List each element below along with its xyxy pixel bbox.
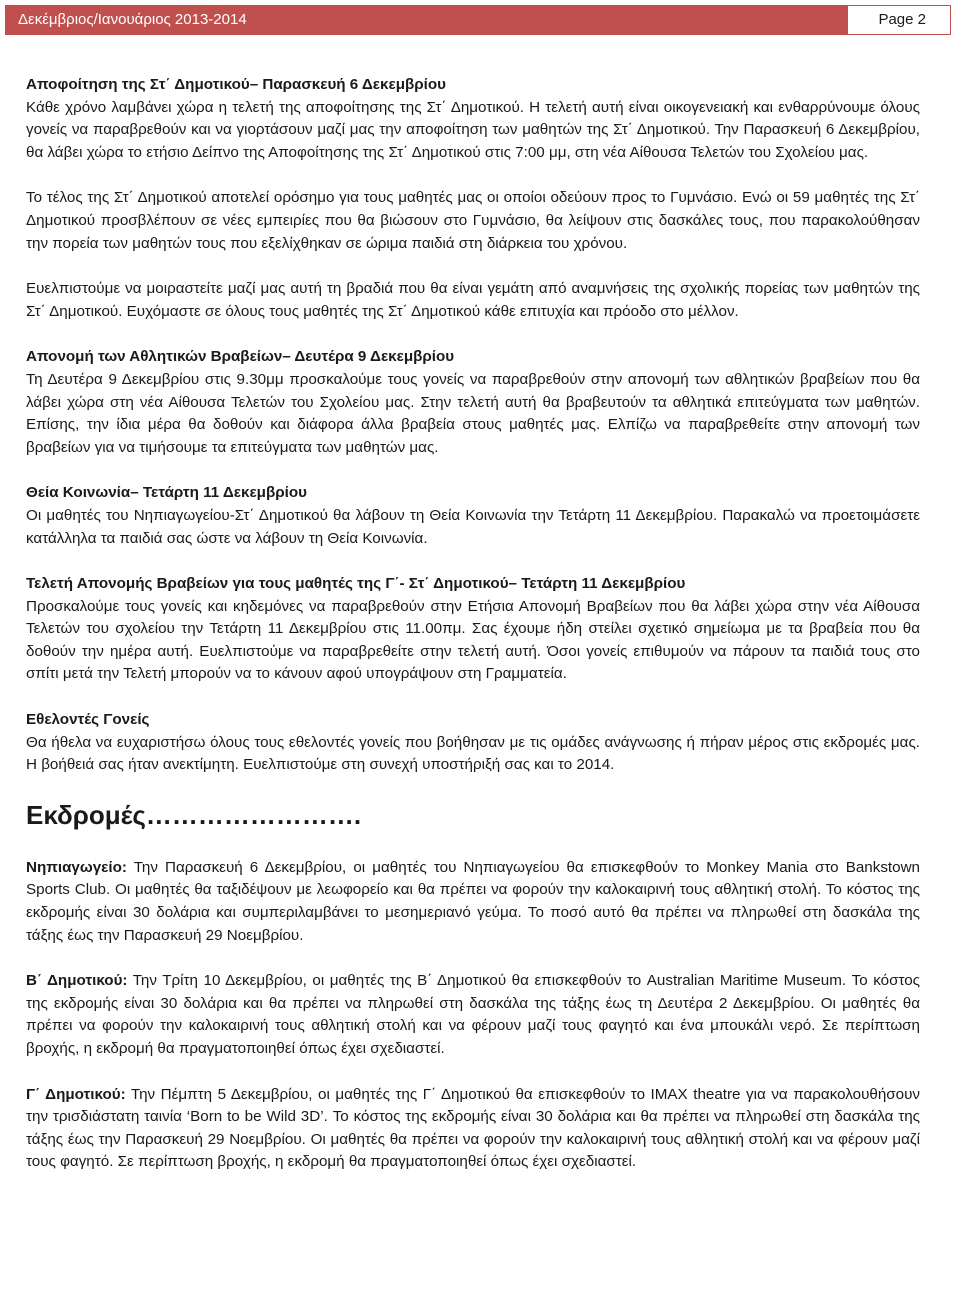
excursion-text: Την Πέμπτη 5 Δεκεμβρίου, οι μαθητές της Γ΄ Δημοτικού θα επισκεφθούν το IMAX theatre για να παρακολουθήσουν την τρισδιάστατη ταινία ‘Born to be Wild 3D’. Το κόστος της εκδρομής είναι 30 δολάρια και θα πρέπει να πληρωθεί στη δασκάλα της τάξης έως την Παρασκευή 29 Νοεμβρίου. Οι μαθητές θα πρέπει να φορούν την καλοκαιρινή τους αθλητική στολή και να φέρουν μαζί τους φαγητό. Σε περίπτωση βροχής, η εκδρομή θα πραγματοποιηθεί όπως έχει σχεδιαστεί.: [26, 1085, 920, 1171]
spacer: [26, 323, 920, 346]
page-header: [5, 5, 951, 35]
awards-ceremony-heading: Τελετή Απονομής Βραβείων για τους μαθητές της Γ΄- Στ΄ Δημοτικού– Τετάρτη 11 Δεκεμβρίου: [26, 575, 686, 593]
volunteers-heading: Εθελοντές Γονείς: [26, 711, 150, 729]
excursion-label: Β΄ Δημοτικού:: [26, 972, 128, 990]
excursion-label: Νηπιαγωγείο:: [26, 858, 127, 876]
spacer: [26, 830, 920, 857]
page-number: Page 2: [847, 5, 951, 35]
header-title: Δεκέμβριος/Ιανουάριος 2013-2014: [5, 5, 847, 35]
excursion-label: Γ΄ Δημοτικού:: [26, 1085, 126, 1103]
newsletter-body: [26, 74, 920, 1174]
excursion-text: Την Τρίτη 10 Δεκεμβρίου, οι μαθητές της Β΄ Δημοτικού θα επισκεφθούν το Australian Maritime Museum. Το κόστος της εκδρομής είναι 30 δολάρια και θα πρέπει να πληρωθεί στη δασκάλα της τάξης έως τη Δευτέρα 2 Δεκεμβρίου. Οι μαθητές θα πρέπει να φορούν την καλοκαιρινή τους αθλητική στολή και να φέρουν μαζί τους φαγητό και ένα μπουκάλι νερό. Σε περίπτωση βροχής, η εκδρομή θα πραγματοποιηθεί όπως έχει σχεδιαστεί.: [26, 972, 920, 1057]
spacer: [26, 550, 920, 573]
spacer: [26, 255, 920, 278]
volunteers-paragraph: Θα ήθελα να ευχαριστήσω όλους τους εθελοντές γονείς που βοήθησαν με τις ομάδες ανάγνωσης ή πήραν μέρος στις εκδρομές μας. Η βοήθειά σας ήταν ανεκτίμητη. Ευελπιστούμε στη συνεχή υποστήριξή σας και το 2014.: [26, 733, 920, 774]
spacer: [26, 1061, 920, 1084]
excursion-kindergarten: [26, 857, 920, 947]
spacer: [26, 686, 920, 709]
spacer: [26, 459, 920, 482]
communion-paragraph: Οι μαθητές του Νηπιαγωγείου-Στ΄ Δημοτικού θα λάβουν τη Θεία Κοινωνία την Τετάρτη 11 Δεκεμβρίου. Παρακαλώ να προετοιμάσετε κατάλληλα τα παιδιά σας ώστε να λάβουν τη Θεία Κοινωνία.: [26, 506, 920, 547]
excursion-year-3: [26, 1084, 920, 1174]
sports-awards-heading: Απονομή των Αθλητικών Βραβείων– Δευτέρα 9 Δεκεμβρίου: [26, 348, 455, 366]
awards-ceremony-paragraph: Προσκαλούμε τους γονείς και κηδεμόνες να παραβρεθούν στην Ετήσια Απονομή Βραβείων που θα λάβει χώρα στην νέα Αίθουσα Τελετών του σχολείου την Τετάρτη 11 Δεκεμβρίου στις 11.00πμ. Σας έχουμε ήδη στείλει σχετικό σημείωμα με τα βραβεία που θα δοθούν την ημέρα αυτή. Ευελπιστούμε να παραβρεθείτε στην τελετή αυτή. Όσοι γονείς επιθυμούν να πάρουν τα παιδιά τους στο σπίτι μετά την Τελετή μπορούν να το κάνουν αφού υπογράψουν στη Γραμματεία.: [26, 597, 920, 683]
excursions-heading: Εκδρομές…………………….: [26, 799, 362, 830]
communion-heading: Θεία Κοινωνία– Τετάρτη 11 Δεκεμβρίου: [26, 484, 307, 502]
graduation-heading: Αποφοίτηση της Στ΄ Δημοτικού– Παρασκευή 6 Δεκεμβρίου: [26, 76, 446, 93]
spacer: [26, 947, 920, 970]
graduation-paragraph-2: Το τέλος της Στ΄ Δημοτικού αποτελεί ορόσημο για τους μαθητές μας οι οποίοι οδεύουν προς το Γυμνάσιο. Ενώ οι 59 μαθητές της Στ΄ Δημοτικού προσβλέπουν σε νέες εμπειρίες που θα βιώσουν στο Γυμνάσιο, θα λείψουν στις δασκάλες τους, που παρακολούθησαν την πορεία των μαθητών τους που εξελίχθηκαν σε ώριμα παιδιά στη διάρκεια του χρόνου.: [26, 189, 920, 252]
spacer: [26, 164, 920, 187]
graduation-paragraph-3: Ευελπιστούμε να μοιραστείτε μαζί μας αυτή τη βραδιά που θα είναι γεμάτη από αναμνήσεις της σχολικής πορείας των μαθητών της Στ΄ Δημοτικού. Ευχόμαστε σε όλους τους μαθητές της Στ΄ Δημοτικού κάθε επιτυχία και πρόοδο στο μέλλον.: [26, 280, 920, 320]
graduation-paragraph-1: Κάθε χρόνο λαμβάνει χώρα η τελετή της αποφοίτησης της Στ΄ Δημοτικού. Η τελετή αυτή είναι οικογενειακή και ενθαρρύνουμε όλους γονείς να παραβρεθούν και να γιορτάσουν μαζί μας την αποφοίτηση των μαθητών της Στ΄ Δημοτικού. Την Παρασκευή 6 Δεκεμβρίου, θα λάβει χώρα το ετήσιο Δείπνο της Αποφοίτησης της Στ΄ Δημοτικού στις 7:00 μμ, στη νέα Αίθουσα Τελετών του Σχολείου μας.: [26, 98, 920, 161]
sports-awards-paragraph: Τη Δευτέρα 9 Δεκεμβρίου στις 9.30μμ προσκαλούμε τους γονείς να παραβρεθούν στην απονομή των αθλητικών βραβείων που θα λάβει χώρα στη νέα Αίθουσα Τελετών του Σχολείου μας. Στην τελετή αυτή θα βραβευτούν τα αθλητικά επιτεύγματα των μαθητών. Επίσης, την ίδια μέρα θα δοθούν και διάφορα άλλα βραβεία στους μαθητές μας. Ελπίζω να παραβρεθείτε στην απονομή των βραβείων για να τιμήσουμε τα επιτεύγματα των μαθητών μας.: [26, 370, 920, 456]
spacer: [26, 777, 920, 800]
excursion-year-2: [26, 970, 920, 1060]
excursion-text: Την Παρασκευή 6 Δεκεμβρίου, οι μαθητές του Νηπιαγωγείου θα επισκεφθούν το Monkey Mania στο Bankstown Sports Club. Οι μαθητές θα ταξιδέψουν με λεωφορείο και θα πρέπει να φορούν την καλοκαιρινή τους αθλητική στολή. Το κόστος της εκδρομής είναι 30 δολάρια και συμπεριλαμβάνει το μεσημεριανό γεύμα. Το ποσό αυτό θα πρέπει να πληρωθεί στη δασκάλα της τάξης έως την Παρασκευή 29 Νοεμβρίου.: [26, 858, 920, 944]
